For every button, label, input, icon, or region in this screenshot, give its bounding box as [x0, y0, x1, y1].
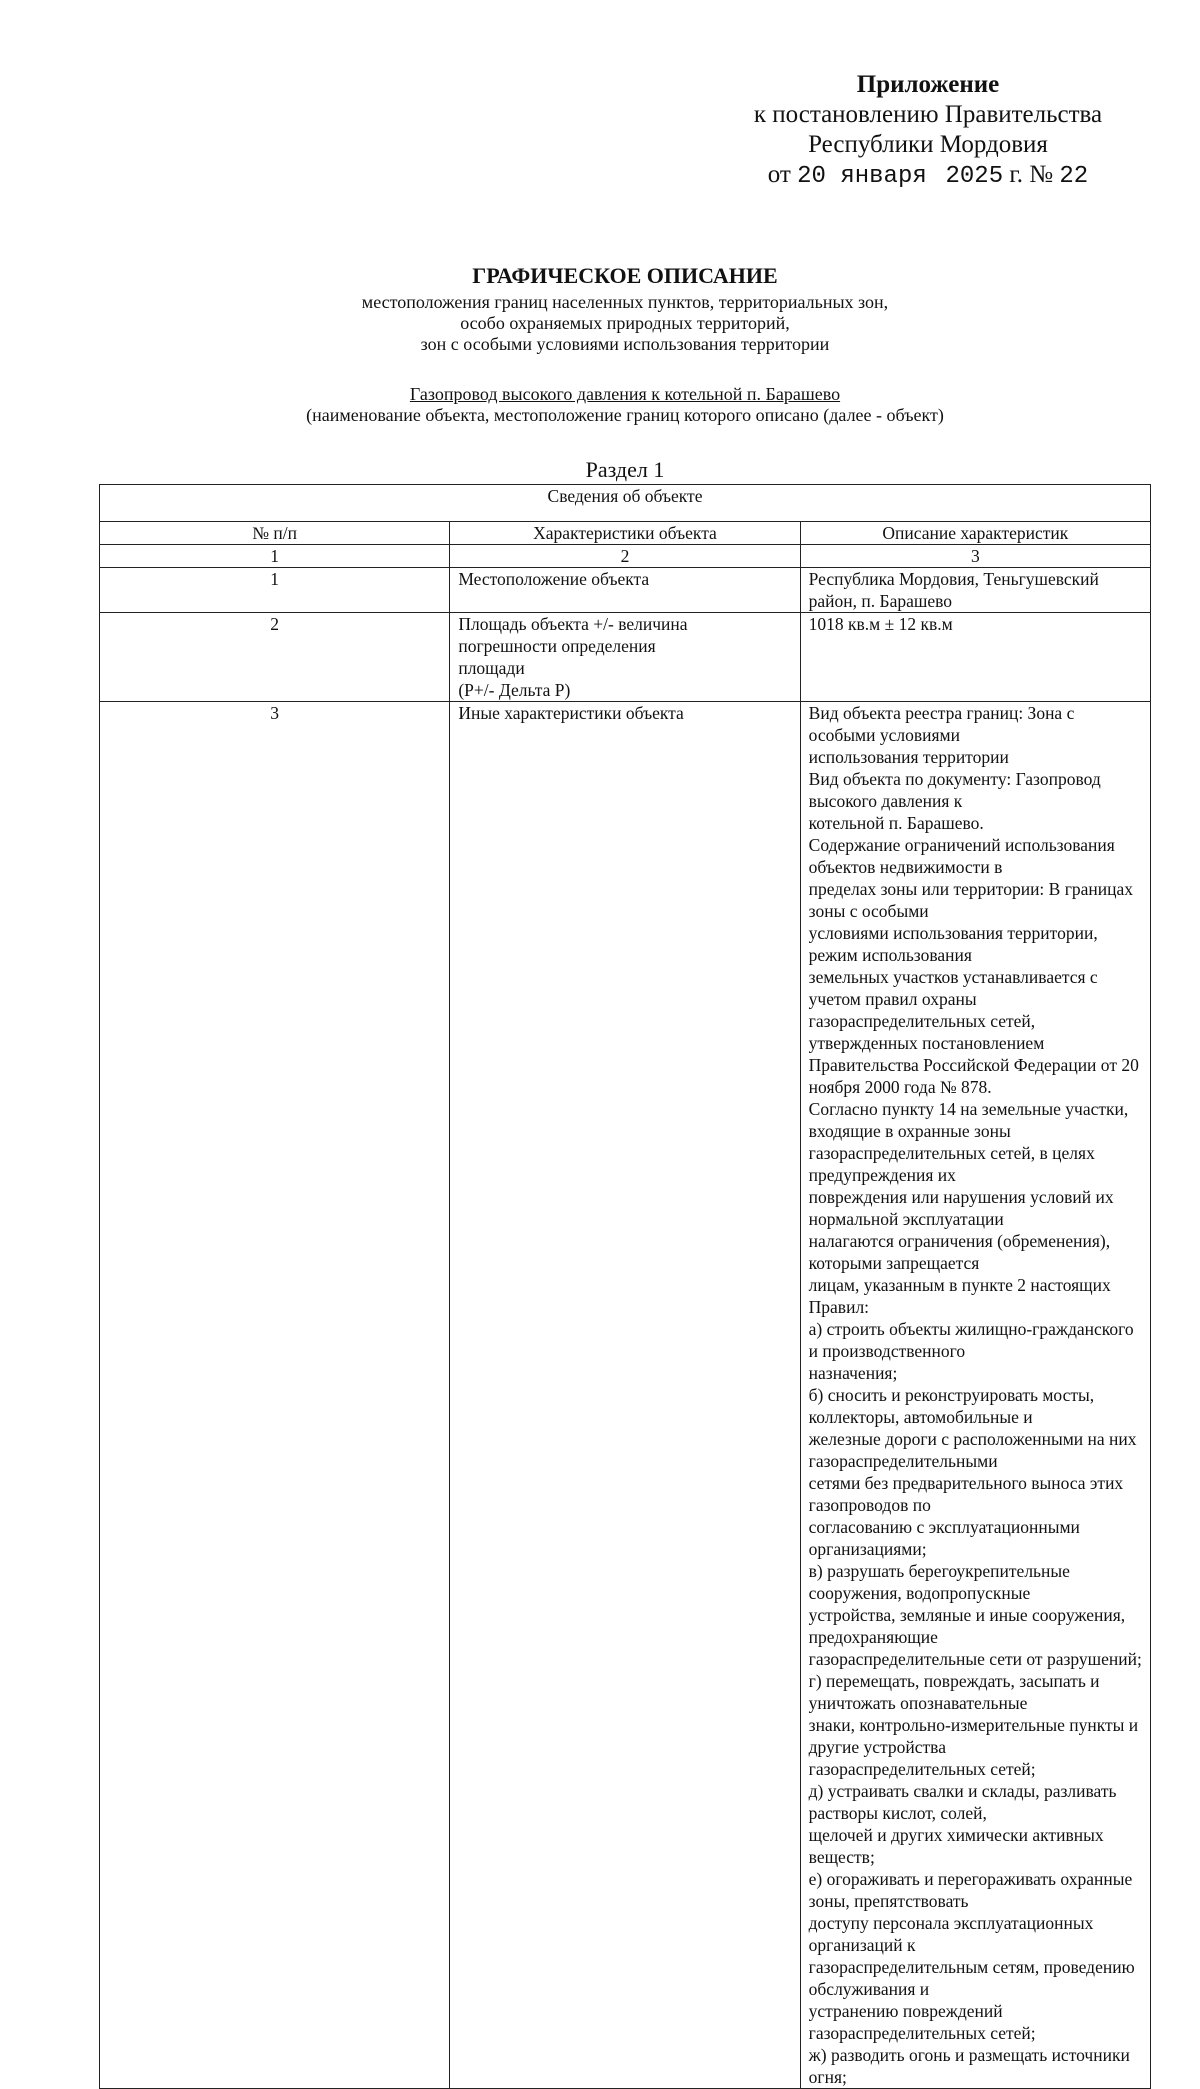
number-prefix: №: [1029, 161, 1054, 188]
row-number: 1: [100, 568, 450, 613]
appendix-line-2: Республики Мордовия: [808, 131, 1048, 158]
row-characteristic: Местоположение объекта: [450, 568, 800, 613]
row-description: Вид объекта реестра границ: Зона с особыми условиями использования территории Вид объекта по документу: Газопровод высокого давления к котельной п. Барашево. Содержание ограничений использования объектов недвижимости в пределах зоны или территории: В границах зоны с особыми условиями использования территории, режим использования земельных участков устанавливается с учетом правил охраны газораспределительных сетей, утвержденных постановлением Правительства Российской Федерации от 20 ноября 2000 года № 878. Согласно пункту 14 на земельные участки, входящие в охранные зоны газораспределительных сетей, в целях предупреждения их повреждения или нарушения условий их нормальной эксплуатации налагаются ограничения (обременения), которыми запрещается лицам, указанным в пункте 2 настоящих Правил: а) строить объекты жилищно-гражданского и производственного назначения; б) сносить и реконструировать мосты, коллекторы, автомобильные и железные дороги с расположенными на них газораспределительными сетями без предварительного выноса этих газопроводов по согласованию с эксплуатационными организациями; в) разрушать берегоукрепительные сооружения, водопропускные устройства, земляные и иные сооружения, предохраняющие газораспределительные сети от разрушений; г) перемещать, повреждать, засыпать и уничтожать опознавательные знаки, контрольно-измерительные пункты и другие устройства газораспределительных сетей; д) устраивать свалки и склады, разливать растворы кислот, солей, щелочей и других химически активных веществ; е) огораживать и перегораживать охранные зоны, препятствовать доступу персонала эксплуатационных организаций к газораспределительным сетям, проведению обслуживания и устранению повреждений газораспределительных сетей; ж) разводить огонь и размещать источники огня;: [800, 702, 1150, 2089]
object-caption: (наименование объекта, местоположение границ которого описано (далее - объект): [306, 405, 944, 425]
document-number: 22: [1059, 163, 1089, 190]
row-description: Республика Мордовия, Теньгушевский район, п. Барашево: [800, 568, 1150, 613]
table-caption-row: [100, 485, 1151, 522]
column-number: 2: [450, 545, 800, 568]
appendix-date-line: [718, 160, 1138, 192]
table-header-row: [100, 522, 1151, 545]
date-day-month: 20 января: [797, 163, 927, 190]
subtitle-line-2: особо охраняемых природных территорий,: [460, 313, 790, 333]
column-header-number: № п/п: [100, 522, 450, 545]
row-characteristic: Площадь объекта +/- величина погрешности определения площади (P+/- Дельта P): [450, 613, 800, 702]
column-header-characteristic: Характеристики объекта: [450, 522, 800, 545]
table-row: [100, 568, 1151, 613]
row-number: 2: [100, 613, 450, 702]
object-name: Газопровод высокого давления к котельной п. Барашево: [409, 384, 841, 404]
document-title: ГРАФИЧЕСКОЕ ОПИСАНИЕ: [472, 263, 778, 288]
appendix-line-1: к постановлению Правительства: [753, 101, 1103, 128]
object-info-table: [99, 484, 1151, 2089]
date-year-suffix: г.: [1003, 161, 1024, 188]
table-row: [100, 613, 1151, 702]
column-number: 3: [800, 545, 1150, 568]
document-subtitle: [100, 292, 1150, 355]
appendix-title: Приложение: [856, 71, 1000, 98]
column-number: 1: [100, 545, 450, 568]
row-number: 3: [100, 702, 450, 2089]
row-description: 1018 кв.м ± 12 кв.м: [800, 613, 1150, 702]
row-characteristic: Иные характеристики объекта: [450, 702, 800, 2089]
date-year-digits: 2025: [945, 163, 1004, 190]
column-header-description: Описание характеристик: [800, 522, 1150, 545]
table-caption: Сведения об объекте: [100, 485, 1151, 522]
column-number-row: [100, 545, 1151, 568]
table-row: [100, 702, 1151, 2089]
date-prefix: от: [767, 161, 791, 188]
appendix-header: [718, 70, 1138, 192]
subtitle-line-3: зон с особыми условиями использования территории: [420, 334, 830, 354]
section-label: Раздел 1: [585, 457, 665, 482]
subtitle-line-1: местоположения границ населенных пунктов, территориальных зон,: [361, 292, 889, 312]
